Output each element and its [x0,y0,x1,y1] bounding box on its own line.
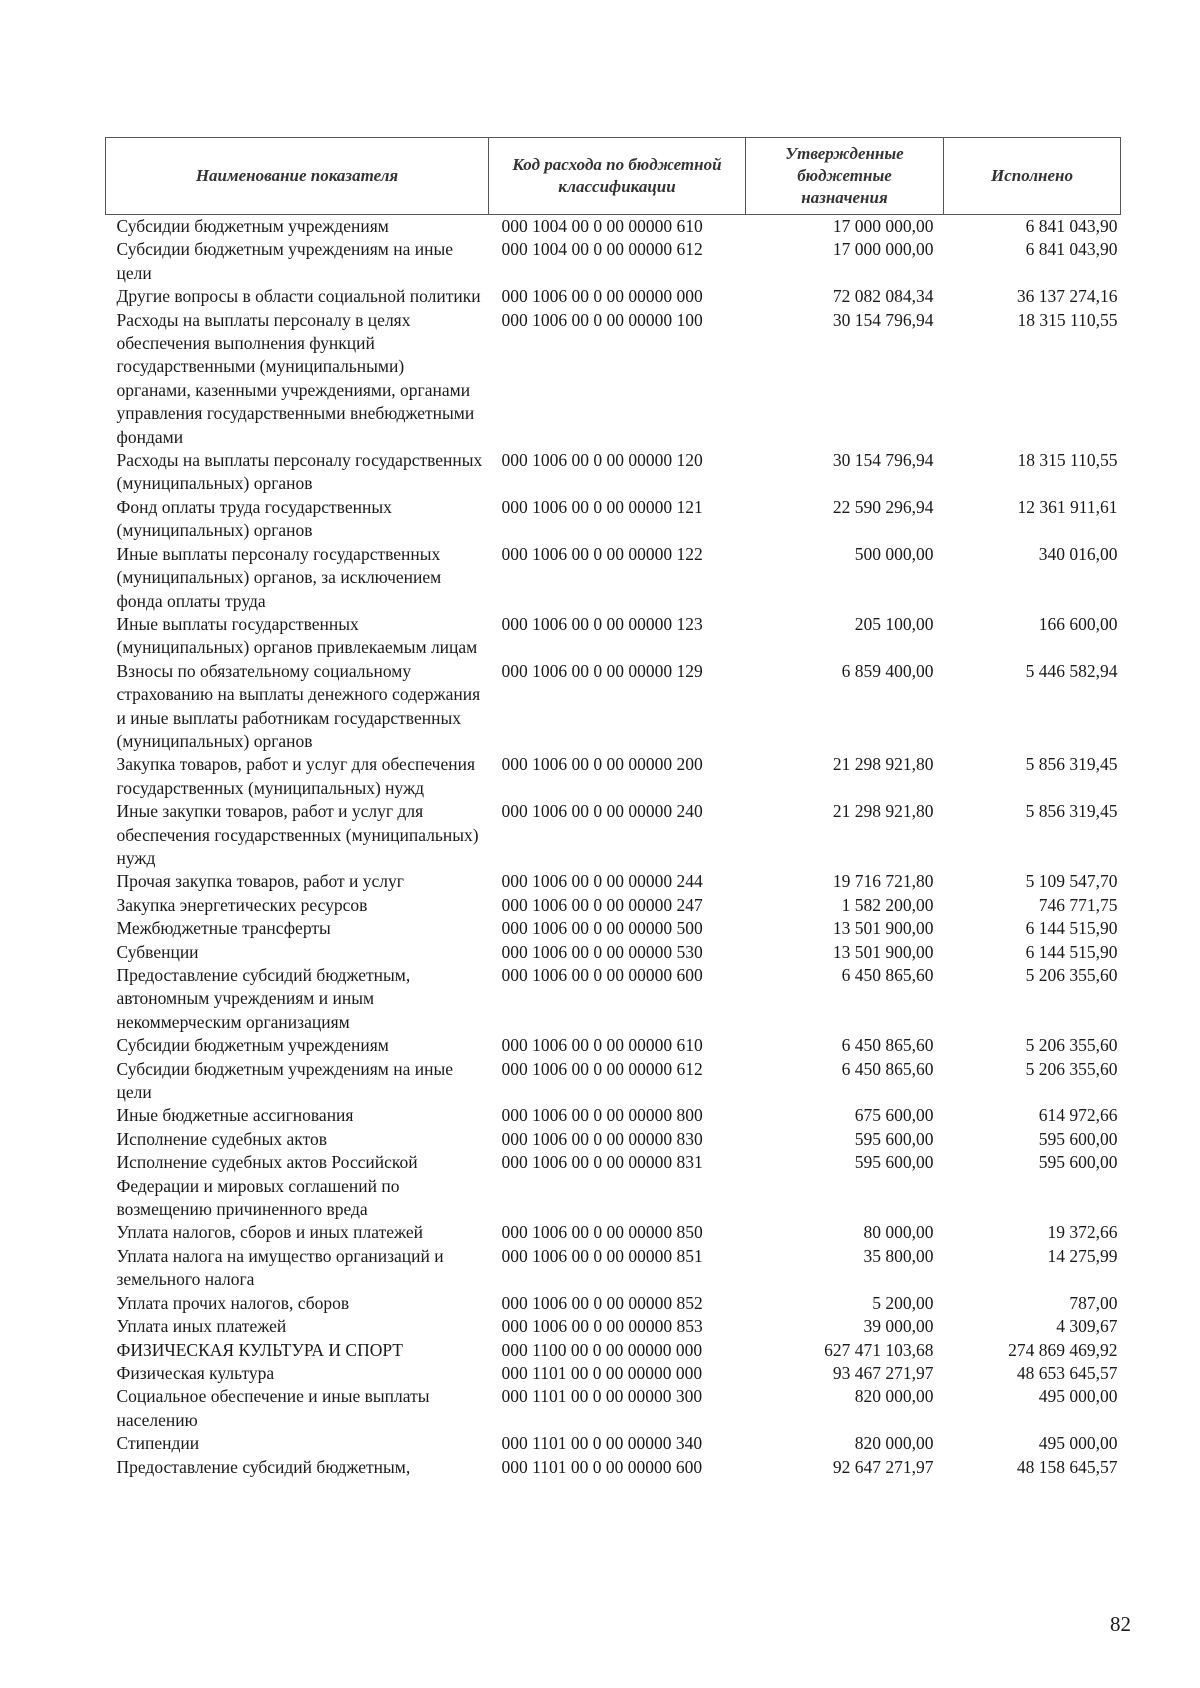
row-code: 000 1004 00 0 00 00000 612 [501,239,703,260]
row-name: Уплата налогов, сборов и иных платежей [116,1222,423,1243]
row-name: Исполнение судебных актов Российской Федерации и мировых соглашений по возмещению причиненного вреда [116,1152,418,1220]
header-code: Код расхода по бюджетной классификации [489,138,746,215]
row-executed: 5 446 582,94 [1025,660,1118,681]
row-code: 000 1006 00 0 00 00000 853 [501,1316,703,1337]
row-code: 000 1006 00 0 00 00000 830 [501,1128,703,1149]
table-row [106,1128,1121,1151]
row-approved: 39 000,00 [863,1316,934,1337]
row-approved: 627 471 103,68 [824,1339,934,1360]
table-body [106,215,1121,1479]
table-row [106,1245,1121,1292]
row-name: Иные выплаты государственных (муниципальных) органов привлекаемым лицам [116,613,478,658]
row-approved: 72 082 084,34 [832,286,934,307]
row-name: Расходы на выплаты персоналу государственных (муниципальных) органов [116,450,483,494]
row-code: 000 1004 00 0 00 00000 610 [501,216,703,236]
table-row [106,215,1121,239]
table-row [106,1339,1121,1362]
row-name: Стипендии [116,1433,200,1454]
row-executed: 18 315 110,55 [1017,309,1118,330]
row-name: Другие вопросы в области социальной политики [116,286,481,307]
row-executed: 6 144 515,90 [1025,918,1118,939]
table-row [106,870,1121,893]
row-code: 000 1006 00 0 00 00000 850 [501,1222,703,1243]
row-executed: 5 206 355,60 [1025,965,1118,985]
row-executed: 18 315 110,55 [1017,450,1118,471]
row-code: 000 1006 00 0 00 00000 831 [501,1152,703,1173]
row-name: Уплата иных платежей [116,1316,287,1337]
row-name: Уплата налога на имущество организаций и земельного налога [116,1245,444,1290]
table-header [106,138,1121,215]
row-code: 000 1006 00 0 00 00000 122 [501,543,703,564]
row-name: ФИЗИЧЕСКАЯ КУЛЬТУРА И СПОРТ [116,1339,403,1360]
table-row [106,1432,1121,1455]
row-code: 000 1006 00 0 00 00000 000 [501,286,703,307]
row-executed: 48 653 645,57 [1016,1362,1118,1383]
row-approved: 6 450 865,60 [841,965,934,985]
row-code: 000 1006 00 0 00 00000 120 [501,450,703,471]
table-row [106,1221,1121,1244]
row-code: 000 1006 00 0 00 00000 500 [501,918,703,939]
row-approved: 35 800,00 [863,1245,934,1266]
row-executed: 36 137 274,16 [1016,286,1118,307]
row-name: Межбюджетные трансферты [116,918,331,939]
row-approved: 6 859 400,00 [841,660,934,681]
row-executed: 166 600,00 [1038,613,1118,634]
table-row [106,941,1121,964]
row-code: 000 1101 00 0 00 00000 340 [501,1433,703,1454]
table-row [106,1151,1121,1221]
row-name: Субсидии бюджетным учреждениям на иные цели [116,1058,453,1103]
row-code: 000 1006 00 0 00 00000 610 [501,1035,703,1056]
row-executed: 595 600,00 [1038,1152,1118,1173]
row-approved: 21 298 921,80 [832,754,934,775]
row-code: 000 1006 00 0 00 00000 612 [501,1058,703,1079]
row-name: Закупка энергетических ресурсов [116,894,368,915]
row-code: 000 1006 00 0 00 00000 800 [501,1105,703,1126]
row-name: Субвенции [116,941,199,962]
row-executed: 495 000,00 [1038,1386,1118,1407]
header-name: Наименование показателя [106,138,489,215]
table-row [106,1315,1121,1338]
table-row [106,613,1121,660]
row-code: 000 1006 00 0 00 00000 129 [501,660,703,681]
row-approved: 595 600,00 [854,1152,934,1173]
row-approved: 820 000,00 [854,1433,934,1454]
row-approved: 92 647 271,97 [832,1456,934,1477]
row-code: 000 1006 00 0 00 00000 244 [501,871,703,892]
row-approved: 1 582 200,00 [841,894,934,915]
row-code: 000 1101 00 0 00 00000 300 [501,1386,703,1407]
row-code: 000 1101 00 0 00 00000 600 [501,1456,703,1477]
row-approved: 13 501 900,00 [832,941,934,962]
row-executed: 5 856 319,45 [1025,801,1118,822]
row-name: Иные выплаты персоналу государственных (муниципальных) органов, за исключением фонда оплаты труда [116,543,442,611]
table-row [106,1362,1121,1385]
row-executed: 14 275,99 [1047,1245,1118,1266]
row-name: Фонд оплаты труда государственных (муниципальных) органов [116,496,392,541]
table-row [106,449,1121,496]
row-code: 000 1006 00 0 00 00000 247 [501,894,703,915]
table-row [106,238,1121,285]
row-code: 000 1006 00 0 00 00000 530 [501,941,703,962]
row-name: Уплата прочих налогов, сборов [116,1292,350,1313]
row-approved: 6 450 865,60 [841,1058,934,1079]
row-executed: 12 361 911,61 [1017,496,1118,517]
header-approved: Утвержденные бюджетные назначения [746,138,944,215]
row-executed: 6 841 043,90 [1025,216,1118,236]
row-approved: 675 600,00 [854,1105,934,1126]
row-executed: 614 972,66 [1038,1105,1118,1126]
row-approved: 30 154 796,94 [832,309,934,330]
row-code: 000 1006 00 0 00 00000 200 [501,754,703,775]
table-row [106,753,1121,800]
table-row [106,1456,1121,1479]
row-approved: 17 000 000,00 [832,239,934,260]
table-row [106,1104,1121,1127]
row-name: Закупка товаров, работ и услуг для обеспечения государственных (муниципальных) нужд [116,754,476,798]
row-approved: 30 154 796,94 [832,450,934,471]
row-executed: 6 841 043,90 [1025,239,1118,260]
table-row [106,1385,1121,1432]
row-name: Физическая культура [116,1362,275,1383]
table-row [106,1034,1121,1057]
table-row [106,894,1121,917]
table-row [106,917,1121,940]
row-code: 000 1006 00 0 00 00000 600 [501,965,703,985]
row-approved: 80 000,00 [863,1222,934,1243]
row-name: Исполнение судебных актов [116,1128,328,1149]
row-code: 000 1006 00 0 00 00000 100 [501,309,703,330]
row-executed: 595 600,00 [1038,1128,1118,1149]
row-executed: 274 869 469,92 [1008,1339,1118,1360]
row-approved: 595 600,00 [854,1128,934,1149]
row-name: Субсидии бюджетным учреждениям [116,1035,389,1056]
row-name: Взносы по обязательному социальному страхованию на выплаты денежного содержания и иные выплаты работникам государственных (муниципальных) органов [116,660,481,751]
row-code: 000 1006 00 0 00 00000 121 [501,496,703,517]
row-name: Прочая закупка товаров, работ и услуг [116,871,404,892]
row-executed: 5 109 547,70 [1025,871,1118,892]
row-approved: 19 716 721,80 [832,871,934,892]
row-executed: 746 771,75 [1038,894,1118,915]
row-approved: 93 467 271,97 [832,1362,934,1383]
row-executed: 340 016,00 [1038,543,1118,564]
row-code: 000 1006 00 0 00 00000 123 [501,613,703,634]
table-row [106,1058,1121,1105]
header-executed: Исполнено [944,138,1121,215]
row-name: Иные закупки товаров, работ и услуг для обеспечения государственных (муниципальных) нужд [116,801,479,868]
row-code: 000 1006 00 0 00 00000 852 [501,1292,703,1313]
row-approved: 500 000,00 [854,543,934,564]
row-name: Социальное обеспечение и иные выплаты населению [116,1386,430,1430]
table-row [106,496,1121,543]
row-approved: 13 501 900,00 [832,918,934,939]
row-name: Иные бюджетные ассигнования [116,1105,354,1126]
table-row [106,543,1121,613]
table-row [106,285,1121,308]
row-approved: 22 590 296,94 [832,496,934,517]
row-executed: 5 206 355,60 [1025,1035,1118,1056]
row-executed: 5 206 355,60 [1025,1058,1118,1079]
row-approved: 205 100,00 [854,613,934,634]
budget-execution-table [105,137,1121,1479]
table-row [106,800,1121,870]
table-row [106,964,1121,1034]
row-name: Расходы на выплаты персоналу в целях обеспечения выполнения функций государственными (муниципальными) органами, казенными учреждениями, органами управления государственными внебюджетными фондами [116,309,475,447]
row-executed: 19 372,66 [1047,1222,1118,1243]
row-approved: 6 450 865,60 [841,1035,934,1056]
row-approved: 5 200,00 [872,1292,934,1313]
row-code: 000 1101 00 0 00 00000 000 [501,1362,703,1383]
table-row [106,1292,1121,1315]
row-executed: 6 144 515,90 [1025,941,1118,962]
row-name: Предоставление субсидий бюджетным, автономным учреждениям и иным некоммерческим организациям [116,965,411,1032]
row-approved: 820 000,00 [854,1386,934,1407]
table-row [106,309,1121,449]
row-name: Субсидии бюджетным учреждениям [116,216,389,236]
row-executed: 48 158 645,57 [1016,1456,1118,1477]
row-code: 000 1006 00 0 00 00000 851 [501,1245,703,1266]
row-approved: 21 298 921,80 [832,801,934,822]
row-executed: 787,00 [1069,1292,1118,1313]
row-code: 000 1006 00 0 00 00000 240 [501,801,703,822]
row-executed: 5 856 319,45 [1025,754,1118,775]
row-approved: 17 000 000,00 [832,216,934,236]
table-row [106,660,1121,754]
row-executed: 495 000,00 [1038,1433,1118,1454]
row-name: Предоставление субсидий бюджетным, [116,1456,411,1477]
row-name: Субсидии бюджетным учреждениям на иные цели [116,239,453,283]
row-executed: 4 309,67 [1056,1316,1118,1337]
page-number: 82 [1110,1612,1131,1636]
row-code: 000 1100 00 0 00 00000 000 [501,1339,703,1360]
